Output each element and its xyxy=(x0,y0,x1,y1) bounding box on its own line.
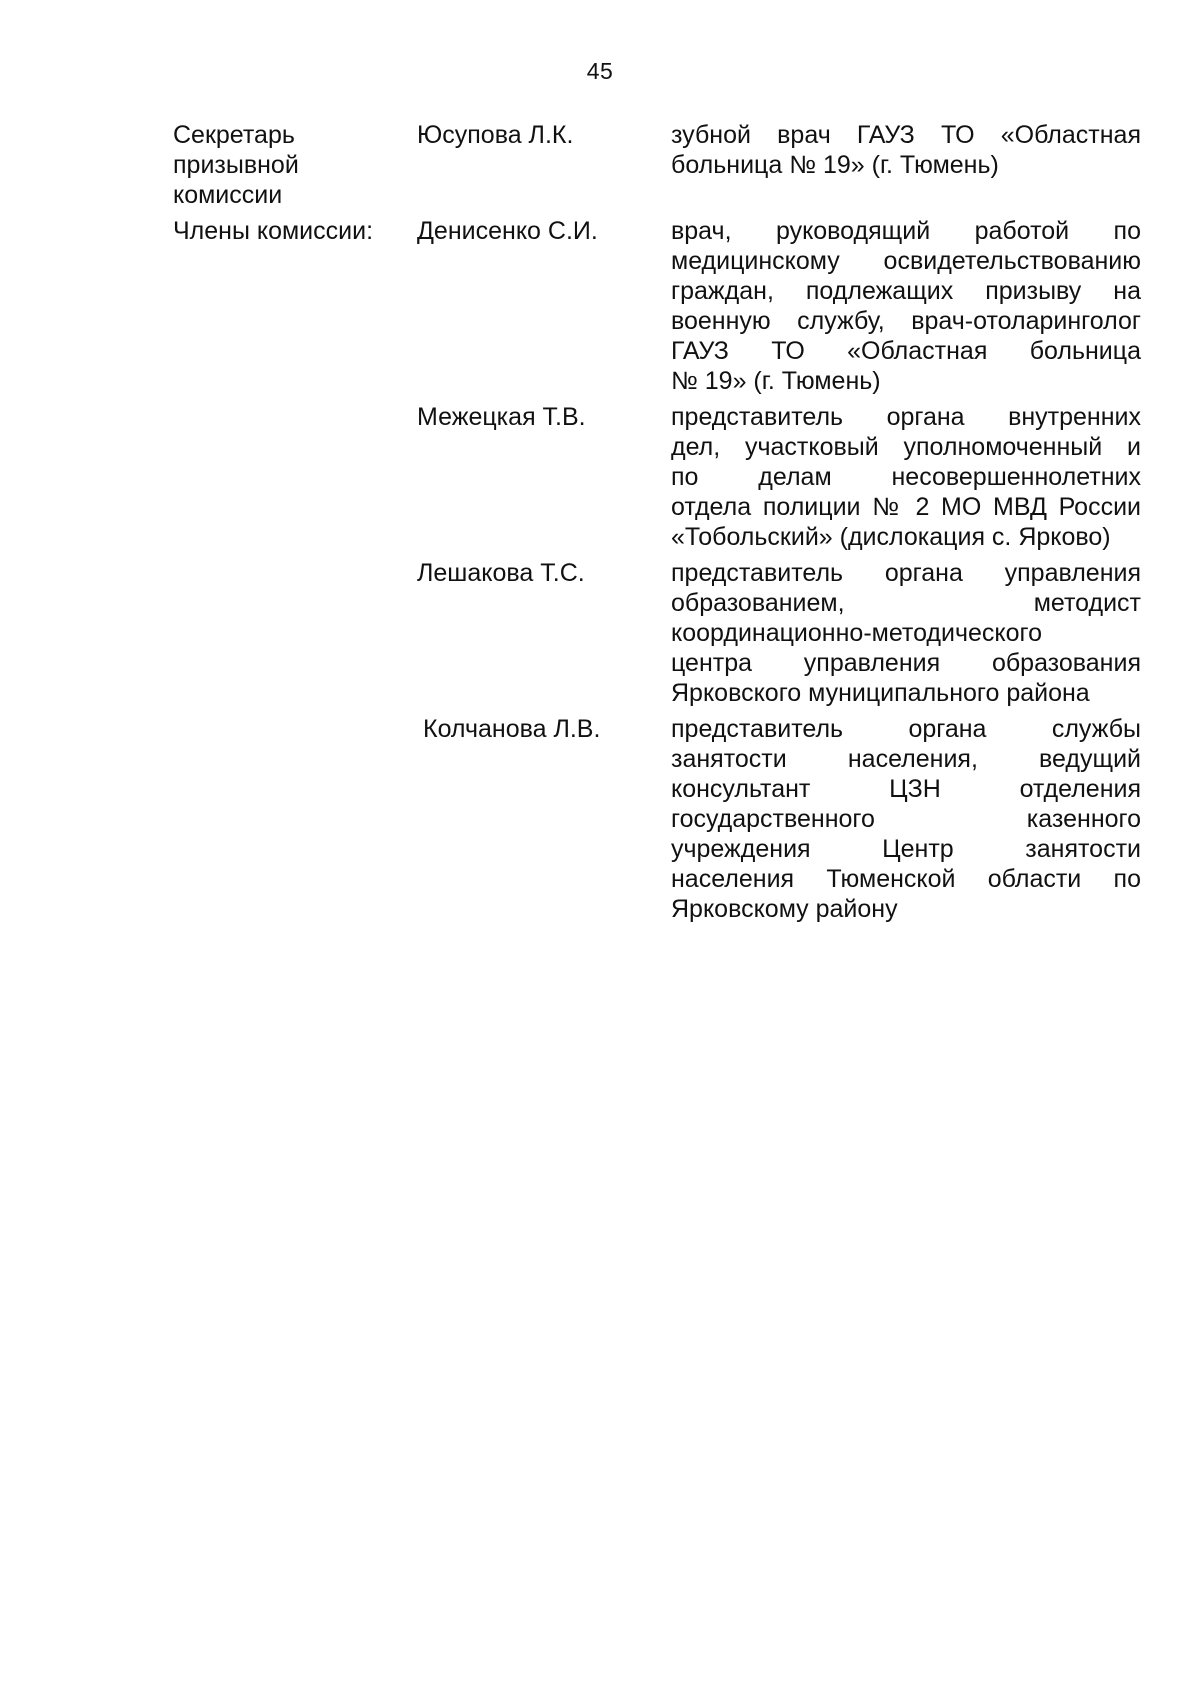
description-line: граждан, подлежащих призыву на xyxy=(671,277,1141,305)
roster-row xyxy=(173,216,1141,396)
person-name: Колчанова Л.В. xyxy=(423,715,601,743)
description-line: представитель органа управления xyxy=(671,559,1141,587)
roster-row xyxy=(173,714,1141,924)
description-line: Ярковскому району xyxy=(671,895,898,923)
position-description xyxy=(671,402,1141,552)
description-line: консультант ЦЗН отделения xyxy=(671,775,1141,803)
description-line: зубной врач ГАУЗ ТО «Областная xyxy=(671,121,1141,149)
description-line: по делам несовершеннолетних xyxy=(671,463,1141,491)
position-description xyxy=(671,120,1141,180)
roster-row xyxy=(173,402,1141,552)
description-line: учреждения Центр занятости xyxy=(671,835,1141,863)
description-line: населения Тюменской области по xyxy=(671,865,1141,893)
description-line: медицинскому освидетельствованию xyxy=(671,247,1141,275)
position-description xyxy=(671,714,1141,924)
description-line: центра управления образования xyxy=(671,649,1141,677)
commission-roster xyxy=(173,120,1141,930)
role-label xyxy=(173,120,417,210)
page-number: 45 xyxy=(586,58,614,84)
description-line: отдела полиции № 2 МО МВД России xyxy=(671,493,1141,521)
description-line: врач, руководящий работой по xyxy=(671,217,1141,245)
description-line: № 19» (г. Тюмень) xyxy=(671,367,881,395)
position-description xyxy=(671,558,1141,708)
role-line: Секретарь xyxy=(173,121,295,149)
description-line: представитель органа внутренних xyxy=(671,403,1141,431)
description-line: занятости населения, ведущий xyxy=(671,745,1141,773)
description-line: образованием, методист xyxy=(671,589,1141,617)
role-label xyxy=(173,216,417,246)
person-name: Денисенко С.И. xyxy=(417,217,598,245)
description-line: координационно-методического xyxy=(671,619,1043,647)
roster-row xyxy=(173,558,1141,708)
description-line: государственного казенного xyxy=(671,805,1141,833)
description-line: представитель органа службы xyxy=(671,715,1141,743)
role-line: Члены комиссии: xyxy=(173,217,374,245)
person-name: Юсупова Л.К. xyxy=(417,121,574,149)
description-line: больница № 19» (г. Тюмень) xyxy=(671,151,999,179)
description-line: Ярковского муниципального района xyxy=(671,679,1090,707)
roster-row xyxy=(173,120,1141,210)
position-description xyxy=(671,216,1141,396)
description-line: ГАУЗ ТО «Областная больница xyxy=(671,337,1141,365)
person-name: Межецкая Т.В. xyxy=(417,403,586,431)
person-name: Лешакова Т.С. xyxy=(417,559,585,587)
description-line: «Тобольский» (дислокация с. Ярково) xyxy=(671,523,1111,551)
role-line: комиссии xyxy=(173,181,283,209)
description-line: дел, участковый уполномоченный и xyxy=(671,433,1141,461)
description-line: военную службу, врач-отоларинголог xyxy=(671,307,1141,335)
role-line: призывной xyxy=(173,151,299,179)
